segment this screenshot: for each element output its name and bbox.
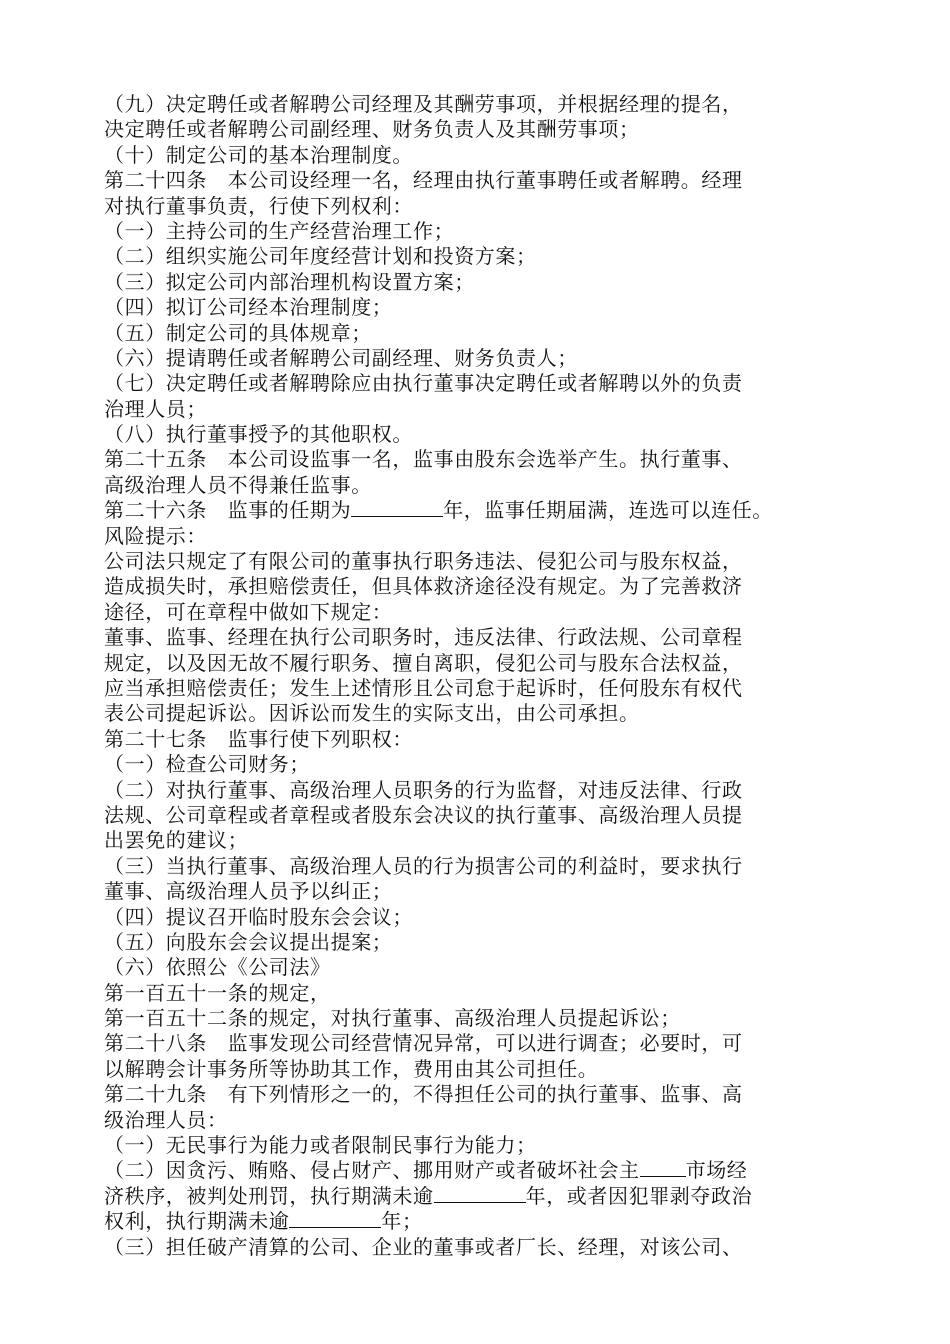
list-item: （二）对执行董事、高级治理人员职务的行为监督，对违反法律、行政 <box>104 777 743 802</box>
text-line: 表公司提起诉讼。因诉讼而发生的实际支出，由公司承担。 <box>104 701 640 726</box>
text-fragment: （二）因贪污、贿赂、侵占财产、挪用财产或者破坏社会主 <box>104 1158 640 1183</box>
list-item: （八）执行董事授予的其他职权。 <box>104 422 413 447</box>
text-line: 公司法只规定了有限公司的董事执行职务违法、侵犯公司与股东权益， <box>104 549 743 574</box>
fill-in-blank <box>640 1158 686 1177</box>
list-item: （五）向股东会会议提出提案； <box>104 929 393 954</box>
list-item: （三）当执行董事、高级治理人员的行为损害公司的利益时，要求执行 <box>104 853 743 878</box>
text-fragment: 年； <box>381 1209 423 1234</box>
article-25-heading: 第二十五条 本公司设监事一名，监事由股东会选举产生。执行董事、 <box>104 447 743 472</box>
text-line: 对执行董事负责，行使下列权利： <box>104 193 413 218</box>
risk-tip-heading: 风险提示： <box>104 523 207 548</box>
text-line: （九）决定聘任或者解聘公司经理及其酬劳事项，并根据经理的提名， <box>104 92 743 116</box>
list-item: （七）决定聘任或者解聘除应由执行董事决定聘任或者解聘以外的负责 <box>104 371 743 396</box>
text-line: 治理人员； <box>104 396 207 421</box>
list-item: （四）提议召开临时股东会会议； <box>104 904 413 929</box>
list-item: （六）提请聘任或者解聘公司副经理、财务负责人； <box>104 345 578 370</box>
text-fragment: 第二十六条 监事的任期为 <box>104 498 352 523</box>
list-item: （五）制定公司的具体规章； <box>104 320 372 345</box>
document-page <box>104 92 864 1260</box>
list-item: （一）主持公司的生产经营治理工作； <box>104 218 455 243</box>
text-line: 级治理人员： <box>104 1107 228 1132</box>
text-fragment: 权利，执行期满未逾 <box>104 1209 290 1234</box>
text-line: 途径，可在章程中做如下规定： <box>104 599 393 624</box>
text-line: 决定聘任或者解聘公司副经理、财务负责人及其酬劳事项； <box>104 117 640 142</box>
text-fragment: 年，监事任期届满，连选可以连任。 <box>443 498 773 523</box>
article-26-line <box>104 498 864 523</box>
list-item: （一）检查公司财务； <box>104 752 310 777</box>
fill-in-blank <box>289 1209 381 1228</box>
text-line: 造成损失时，承担赔偿责任，但具体救济途径没有规定。为了完善救济 <box>104 574 743 599</box>
list-item: （六）依照公《公司法》 <box>104 955 331 980</box>
text-line: 董事、监事、经理在执行公司职务时，违反法律、行政法规、公司章程 <box>104 625 743 650</box>
text-line: 规定，以及因无故不履行职务、擅自离职，侵犯公司与股东合法权益， <box>104 650 743 675</box>
text-line: 应当承担赔偿责任；发生上述情形且公司怠于起诉时，任何股东有权代 <box>104 675 743 700</box>
text-fragment: 市场经 <box>685 1158 748 1183</box>
list-item: （三）拟定公司内部治理机构设置方案； <box>104 269 475 294</box>
text-line <box>104 1209 864 1234</box>
text-fragment: 济秩序，被判处刑罚，执行期满未逾 <box>104 1183 434 1208</box>
list-item: （二）组织实施公司年度经营计划和投资方案； <box>104 244 537 269</box>
text-line: 出罢免的建议； <box>104 828 249 853</box>
list-item: （一）无民事行为能力或者限制民事行为能力； <box>104 1133 537 1158</box>
article-29-heading: 第二十九条 有下列情形之一的，不得担任公司的执行董事、监事、高 <box>104 1082 743 1107</box>
article-27-heading: 第二十七条 监事行使下列职权： <box>104 726 413 751</box>
text-line: 高级治理人员不得兼任监事。 <box>104 472 372 497</box>
list-item <box>104 1158 864 1183</box>
text-line <box>104 1184 864 1209</box>
text-line: 董事、高级治理人员予以纠正； <box>104 879 393 904</box>
text-line: 第一百五十二条的规定，对执行董事、高级治理人员提起诉讼； <box>104 1006 681 1031</box>
text-line: 第一百五十一条的规定， <box>104 980 331 1005</box>
text-line: 法规、公司章程或者章程或者股东会决议的执行董事、高级治理人员提 <box>104 802 743 827</box>
text-line: （十）制定公司的基本治理制度。 <box>104 142 413 167</box>
text-line: 以解聘会计事务所等协助其工作，费用由其公司担任。 <box>104 1056 599 1081</box>
article-24-heading: 第二十四条 本公司设经理一名，经理由执行董事聘任或者解聘。经理 <box>104 168 743 193</box>
fill-in-blank <box>351 498 443 517</box>
list-item: （三）担任破产清算的公司、企业的董事或者厂长、经理，对该公司、 <box>104 1234 743 1259</box>
text-fragment: 年，或者因犯罪剥夺政治 <box>525 1183 753 1208</box>
fill-in-blank <box>434 1184 526 1203</box>
article-28-heading: 第二十八条 监事发现公司经营情况异常，可以进行调查；必要时，可 <box>104 1031 743 1056</box>
list-item: （四）拟订公司经本治理制度； <box>104 295 393 320</box>
